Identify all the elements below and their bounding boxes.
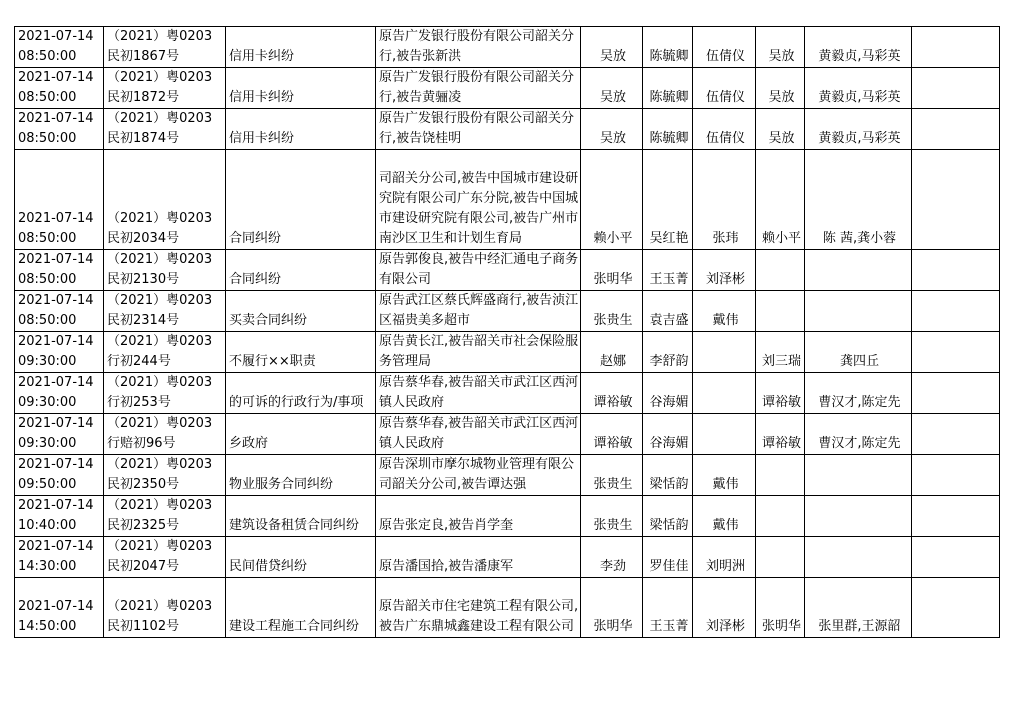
hearing-datetime: 2021-07-14 08:50:00	[15, 68, 104, 109]
case-number: （2021）粤0203 民初1102号	[104, 578, 226, 638]
juror-2-name	[693, 414, 756, 455]
juror-1-name: 谷海媚	[643, 373, 693, 414]
case-parties: 原告韶关市住宅建筑工程有限公司,被告广东鼎城鑫建设工程有限公司	[376, 578, 581, 638]
table-row	[15, 109, 1000, 150]
juror-1-name: 吴红艳	[643, 150, 693, 250]
case-number: （2021）粤0203 行初244号	[104, 332, 226, 373]
judge-name: 谭裕敏	[581, 373, 643, 414]
table-row	[15, 537, 1000, 578]
hearing-datetime: 2021-07-14 08:50:00	[15, 109, 104, 150]
extra-cell	[912, 109, 1000, 150]
juror-1-name: 陈毓卿	[643, 27, 693, 68]
extra-cell	[912, 578, 1000, 638]
presiding-judge-name: 吴放	[756, 109, 805, 150]
table-row	[15, 455, 1000, 496]
hearing-datetime: 2021-07-14 14:30:00	[15, 537, 104, 578]
judge-name: 吴放	[581, 68, 643, 109]
case-number: （2021）粤0203 民初1867号	[104, 27, 226, 68]
clerk-name: 张里群,王源韶	[805, 578, 912, 638]
case-number: （2021）粤0203 行初253号	[104, 373, 226, 414]
juror-1-name: 梁恬韵	[643, 455, 693, 496]
table-row	[15, 496, 1000, 537]
table-row	[15, 373, 1000, 414]
case-parties: 原告广发银行股份有限公司韶关分行,被告黄骊凌	[376, 68, 581, 109]
presiding-judge-name	[756, 496, 805, 537]
juror-1-name: 谷海媚	[643, 414, 693, 455]
juror-1-name: 陈毓卿	[643, 68, 693, 109]
clerk-name	[805, 537, 912, 578]
case-parties: 原告武江区蔡氏辉盛商行,被告浈江区福贵美多超市	[376, 291, 581, 332]
table-row	[15, 414, 1000, 455]
juror-2-name: 刘泽彬	[693, 578, 756, 638]
hearing-datetime: 2021-07-14 08:50:00	[15, 250, 104, 291]
case-cause: 信用卡纠纷	[226, 68, 376, 109]
presiding-judge-name: 谭裕敏	[756, 414, 805, 455]
presiding-judge-name: 刘三瑞	[756, 332, 805, 373]
case-parties: 原告深圳市摩尔城物业管理有限公司韶关分公司,被告谭达强	[376, 455, 581, 496]
juror-2-name: 戴伟	[693, 291, 756, 332]
judge-name: 张贵生	[581, 291, 643, 332]
clerk-name: 曹汉才,陈定先	[805, 414, 912, 455]
case-cause: 信用卡纠纷	[226, 109, 376, 150]
clerk-name: 龚四丘	[805, 332, 912, 373]
clerk-name: 曹汉才,陈定先	[805, 373, 912, 414]
table-row	[15, 150, 1000, 250]
case-cause: 物业服务合同纠纷	[226, 455, 376, 496]
judge-name: 赖小平	[581, 150, 643, 250]
case-parties: 原告蔡华春,被告韶关市武江区西河镇人民政府	[376, 373, 581, 414]
hearing-datetime: 2021-07-14 09:30:00	[15, 373, 104, 414]
extra-cell	[912, 27, 1000, 68]
presiding-judge-name	[756, 250, 805, 291]
extra-cell	[912, 150, 1000, 250]
judge-name: 张明华	[581, 578, 643, 638]
juror-2-name	[693, 332, 756, 373]
clerk-name	[805, 250, 912, 291]
hearing-schedule-table	[14, 26, 1000, 638]
case-cause: 民间借贷纠纷	[226, 537, 376, 578]
juror-1-name: 王玉菁	[643, 578, 693, 638]
extra-cell	[912, 332, 1000, 373]
case-cause: 乡政府	[226, 414, 376, 455]
case-cause: 合同纠纷	[226, 250, 376, 291]
judge-name: 赵娜	[581, 332, 643, 373]
case-cause: 信用卡纠纷	[226, 27, 376, 68]
case-parties: 原告蔡华春,被告韶关市武江区西河镇人民政府	[376, 414, 581, 455]
case-cause: 买卖合同纠纷	[226, 291, 376, 332]
juror-2-name: 伍倩仪	[693, 68, 756, 109]
juror-2-name: 刘泽彬	[693, 250, 756, 291]
hearing-datetime: 2021-07-14 09:30:00	[15, 414, 104, 455]
extra-cell	[912, 455, 1000, 496]
presiding-judge-name	[756, 537, 805, 578]
case-number: （2021）粤0203 行赔初96号	[104, 414, 226, 455]
clerk-name	[805, 291, 912, 332]
presiding-judge-name: 吴放	[756, 68, 805, 109]
table-row	[15, 291, 1000, 332]
juror-2-name: 伍倩仪	[693, 109, 756, 150]
juror-1-name: 王玉菁	[643, 250, 693, 291]
case-number: （2021）粤0203 民初2130号	[104, 250, 226, 291]
hearing-datetime: 2021-07-14 08:50:00	[15, 291, 104, 332]
juror-1-name: 李舒韵	[643, 332, 693, 373]
presiding-judge-name: 谭裕敏	[756, 373, 805, 414]
case-cause: 不履行××职责	[226, 332, 376, 373]
case-parties: 原告张定良,被告肖学奎	[376, 496, 581, 537]
clerk-name: 黄毅贞,马彩英	[805, 27, 912, 68]
extra-cell	[912, 373, 1000, 414]
juror-2-name	[693, 373, 756, 414]
table-row	[15, 578, 1000, 638]
case-number: （2021）粤0203 民初1874号	[104, 109, 226, 150]
judge-name: 张贵生	[581, 496, 643, 537]
presiding-judge-name	[756, 455, 805, 496]
juror-1-name: 梁恬韵	[643, 496, 693, 537]
presiding-judge-name: 张明华	[756, 578, 805, 638]
clerk-name	[805, 496, 912, 537]
case-number: （2021）粤0203 民初2350号	[104, 455, 226, 496]
case-number: （2021）粤0203 民初2034号	[104, 150, 226, 250]
presiding-judge-name: 赖小平	[756, 150, 805, 250]
presiding-judge-name	[756, 291, 805, 332]
case-cause: 合同纠纷	[226, 150, 376, 250]
juror-1-name: 罗佳佳	[643, 537, 693, 578]
judge-name: 谭裕敏	[581, 414, 643, 455]
table-row	[15, 68, 1000, 109]
clerk-name: 黄毅贞,马彩英	[805, 68, 912, 109]
case-cause: 建设工程施工合同纠纷	[226, 578, 376, 638]
juror-2-name: 刘明洲	[693, 537, 756, 578]
extra-cell	[912, 414, 1000, 455]
judge-name: 吴放	[581, 109, 643, 150]
judge-name: 张贵生	[581, 455, 643, 496]
case-number: （2021）粤0203 民初2314号	[104, 291, 226, 332]
case-parties: 原告黄长江,被告韶关市社会保险服务管理局	[376, 332, 581, 373]
judge-name: 张明华	[581, 250, 643, 291]
table-row	[15, 332, 1000, 373]
case-parties: 原告郭俊良,被告中经汇通电子商务有限公司	[376, 250, 581, 291]
juror-2-name: 戴伟	[693, 455, 756, 496]
clerk-name: 陈 茜,龚小蓉	[805, 150, 912, 250]
hearing-datetime: 2021-07-14 08:50:00	[15, 150, 104, 250]
case-cause: 建筑设备租赁合同纠纷	[226, 496, 376, 537]
extra-cell	[912, 68, 1000, 109]
case-number: （2021）粤0203 民初2047号	[104, 537, 226, 578]
case-parties: 司韶关分公司,被告中国城市建设研究院有限公司广东分院,被告中国城市建设研究院有限公司,被告广州市南沙区卫生和计划生育局	[376, 150, 581, 250]
clerk-name	[805, 455, 912, 496]
juror-1-name: 陈毓卿	[643, 109, 693, 150]
hearing-datetime: 2021-07-14 14:50:00	[15, 578, 104, 638]
table-row	[15, 250, 1000, 291]
extra-cell	[912, 537, 1000, 578]
case-number: （2021）粤0203 民初2325号	[104, 496, 226, 537]
juror-1-name: 袁吉盛	[643, 291, 693, 332]
hearing-datetime: 2021-07-14 08:50:00	[15, 27, 104, 68]
table-row	[15, 27, 1000, 68]
juror-2-name: 张玮	[693, 150, 756, 250]
judge-name: 李劲	[581, 537, 643, 578]
hearing-datetime: 2021-07-14 09:50:00	[15, 455, 104, 496]
clerk-name: 黄毅贞,马彩英	[805, 109, 912, 150]
case-parties: 原告广发银行股份有限公司韶关分行,被告张新洪	[376, 27, 581, 68]
case-parties: 原告广发银行股份有限公司韶关分行,被告饶桂明	[376, 109, 581, 150]
juror-2-name: 戴伟	[693, 496, 756, 537]
presiding-judge-name: 吴放	[756, 27, 805, 68]
case-parties: 原告潘国拾,被告潘康军	[376, 537, 581, 578]
table-body	[15, 27, 1000, 638]
hearing-datetime: 2021-07-14 10:40:00	[15, 496, 104, 537]
extra-cell	[912, 291, 1000, 332]
hearing-datetime: 2021-07-14 09:30:00	[15, 332, 104, 373]
case-cause: 的可诉的行政行为/事项	[226, 373, 376, 414]
extra-cell	[912, 496, 1000, 537]
extra-cell	[912, 250, 1000, 291]
case-number: （2021）粤0203 民初1872号	[104, 68, 226, 109]
juror-2-name: 伍倩仪	[693, 27, 756, 68]
judge-name: 吴放	[581, 27, 643, 68]
